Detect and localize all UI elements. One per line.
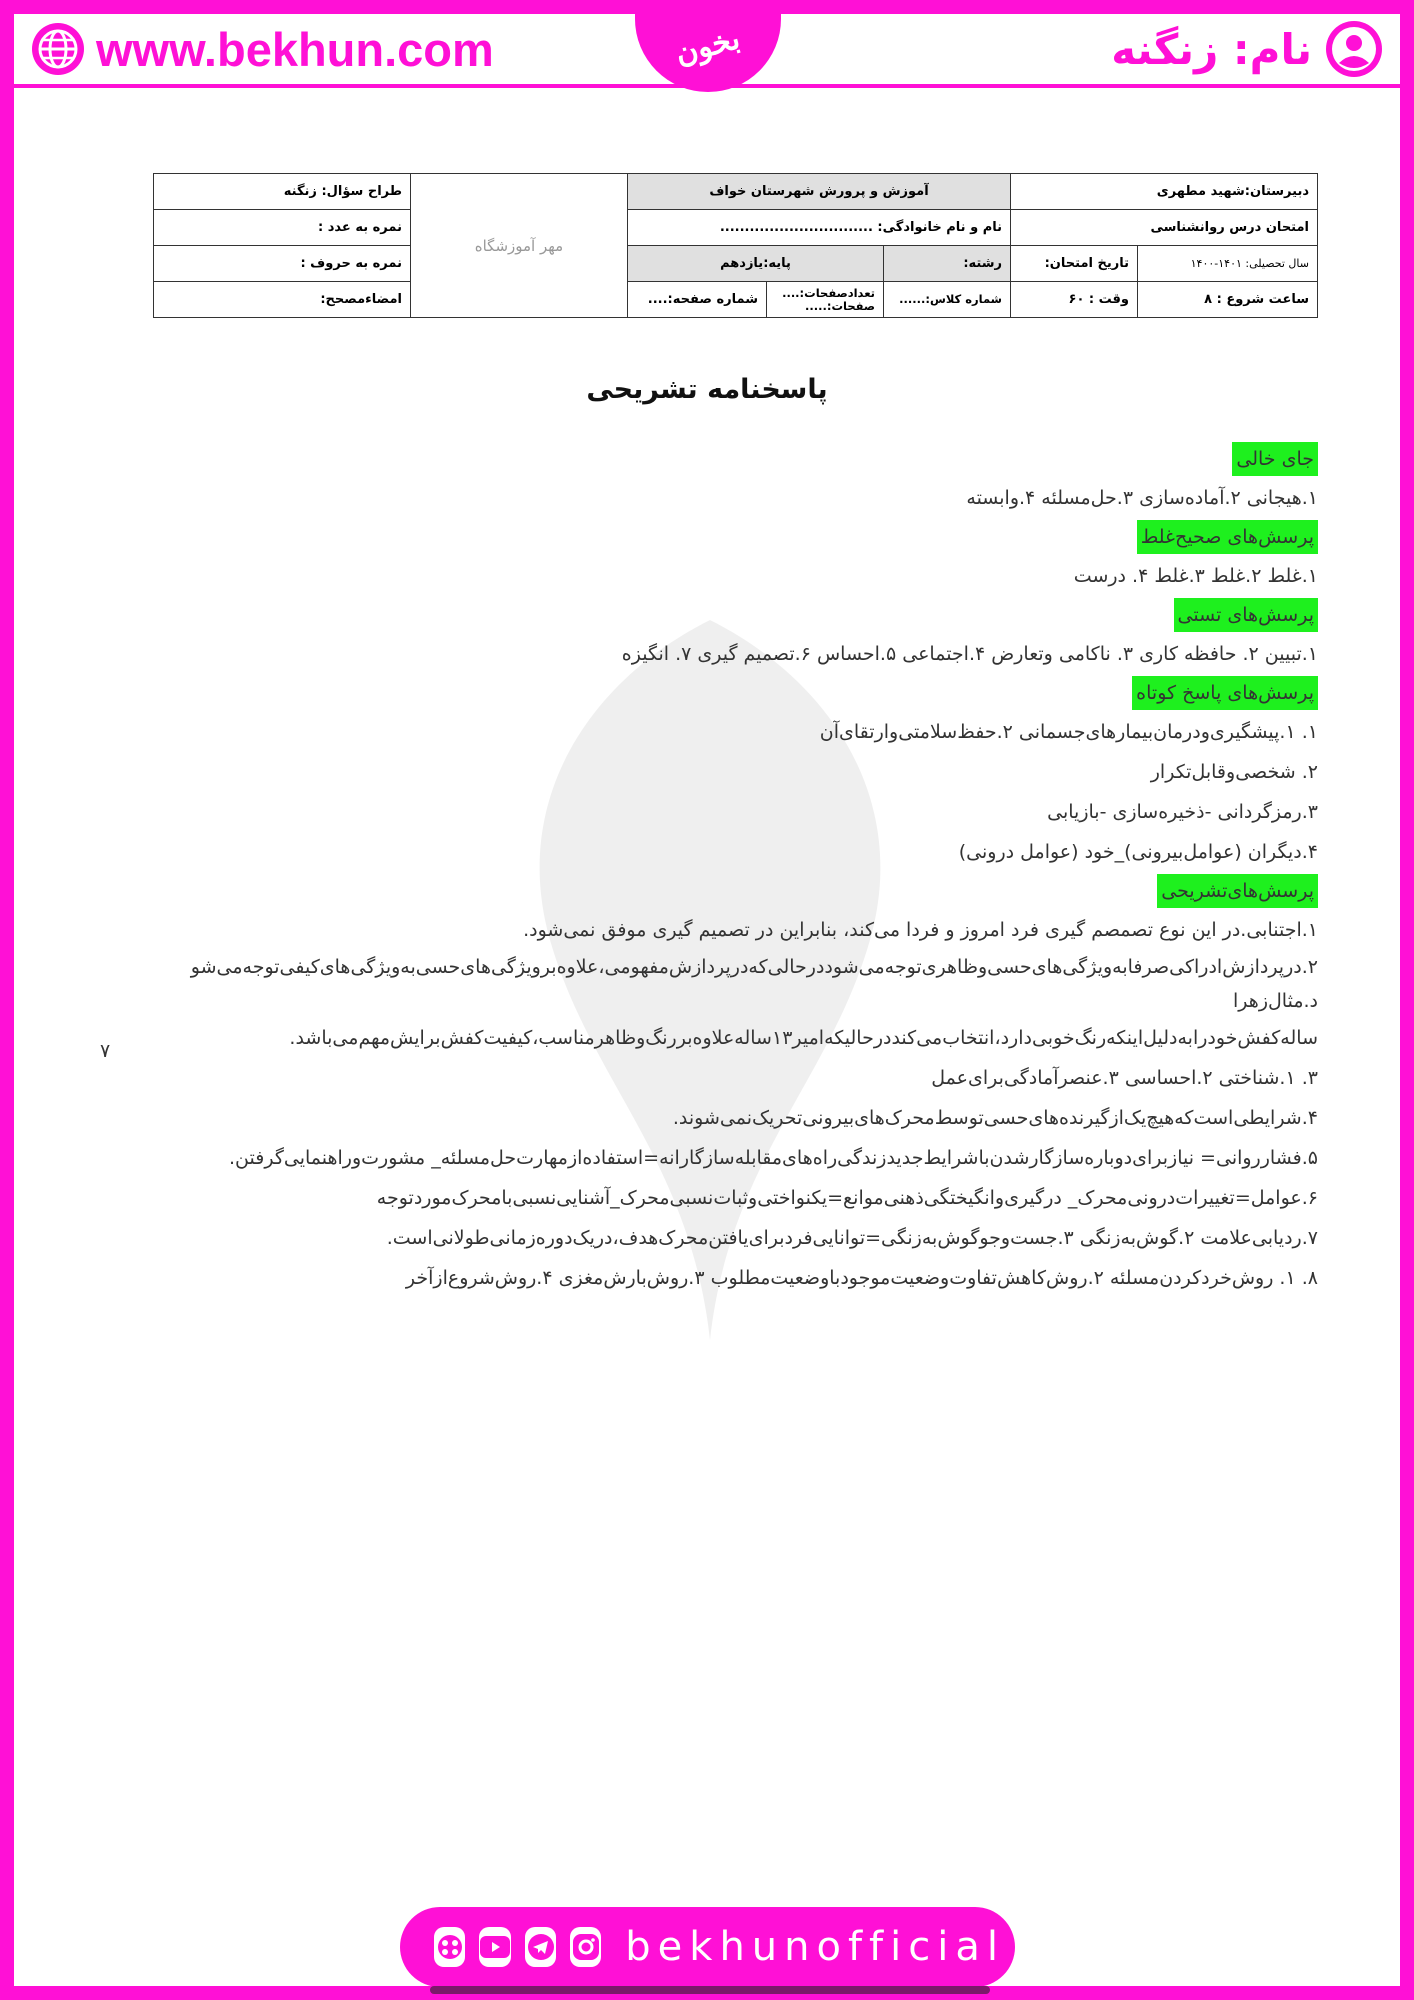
site-url-text: www.bekhun.com bbox=[96, 22, 494, 76]
score-number-cell: نمره به عدد : bbox=[154, 210, 411, 246]
footer-shadow bbox=[430, 1986, 990, 1994]
page-count-cell: تعدادصفحات:.... صفحات:..... bbox=[767, 282, 884, 318]
section-heading-descriptive: پرسش‌های‌تشریحی bbox=[1157, 874, 1318, 908]
section-heading-multiple: پرسش‌های تستی bbox=[1174, 598, 1318, 632]
exam-date-cell: تاریخ امتحان: bbox=[1044, 256, 1129, 271]
duration-cell: وقت : ۶۰ bbox=[1068, 292, 1129, 307]
answer-line: ۵.فشارروانی= نیازبرای‌دوباره‌سازگارشدن‌باشرایط‌جدیدزندگی‌راه‌های‌مقابله‌سازگارانه=استفاده‌ازمهارت‌حل‌مسلئه_ مشورت‌وراهنمایی‌گرفتن. bbox=[229, 1147, 1318, 1169]
answer-line: ۲.درپردازش‌ادراکی‌صرفابه‌ویژگی‌های‌حسی‌وظاهری‌توجه‌می‌شوددرحالی‌که‌درپردازش‌مفهومی،علاوه‌برویژگی‌های‌حسی‌به‌ویژگی‌های‌کیفی‌توجه‌می‌شو د.مثال‌زهرا bbox=[190, 956, 1318, 1012]
answer-line: ۳.رمزگردانی -ذخیره‌سازی -بازیابی bbox=[1047, 801, 1318, 823]
answer-line: ۱.غلط ۲.غلط ۳.غلط ۴. درست bbox=[1073, 565, 1318, 587]
youtube-icon[interactable] bbox=[479, 1927, 511, 1967]
answer-line: ۱.هیجانی ۲.آماده‌سازی ۳.حل‌مسلئه ۴.وابسته bbox=[966, 487, 1318, 509]
grade-cell: پایه:یازدهم bbox=[628, 246, 884, 282]
field-cell: رشته: bbox=[884, 246, 1011, 282]
answer-line: ۶.عوامل=تغییرات‌درونی‌محرک_ درگیری‌وانگیختگی‌ذهنی‌موانع=یکنواختی‌وثبات‌نسبی‌محرک_آشنایی‌نسبی‌بامحرک‌موردتوجه bbox=[376, 1187, 1318, 1209]
answer-line: ۴.شرایطی‌است‌که‌هیچ‌یک‌ازگیرنده‌های‌حسی‌توسط‌محرک‌های‌بیرونی‌تحریک‌نمی‌شوند. bbox=[672, 1107, 1318, 1129]
answer-line: ۸. ۱. روش‌خردکردن‌مسلئه ۲.روش‌کاهش‌تفاوت‌وضعیت‌موجودباوضعیت‌مطلوب ۳.روش‌بارش‌مغزی ۴.روش‌شروع‌ازآخر bbox=[405, 1267, 1318, 1289]
answer-line: ۴.دیگران (عوامل‌بیرونی)_خود (عوامل درونی) bbox=[958, 841, 1318, 863]
answer-line: ۷.ردیابی‌علامت ۲.گوش‌به‌زنگی ۳.جست‌وجوگوش‌به‌زنگی=توانایی‌فردبرای‌یافتن‌محرک‌هدف،دریک‌دوره‌زمانی‌طولانی‌است. bbox=[386, 1227, 1318, 1249]
instagram-icon[interactable] bbox=[570, 1927, 601, 1967]
aparat-icon[interactable] bbox=[434, 1927, 465, 1967]
globe-icon bbox=[30, 21, 86, 77]
answer-line: ۱.اجتنابی.در این نوع تصمصم گیری فرد امروز و فردا می‌کند، بنابراین در تصمیم گیری موفق نمی‌شود. bbox=[523, 919, 1318, 941]
school-year-cell: سال تحصیلی: ۱۴۰۱-۱۴۰۰ bbox=[1138, 246, 1318, 281]
answer-line: ۲. شخصی‌وقابل‌تکرار bbox=[1150, 761, 1318, 783]
section-heading-truefalse: پرسش‌های صحیح‌غلط bbox=[1137, 520, 1318, 554]
class-no-cell: شماره کلاس:...... bbox=[884, 282, 1011, 318]
section-heading-blanks: جای خالی bbox=[1232, 442, 1318, 476]
exam-header-table bbox=[153, 173, 1318, 318]
name-label bbox=[1111, 14, 1384, 84]
start-time-cell: ساعت شروع : ۸ bbox=[1138, 282, 1318, 317]
logo-text: بخون bbox=[671, 20, 745, 72]
school-cell: دبیرستان:شهید مطهری bbox=[1011, 174, 1318, 210]
section-heading-short: پرسش‌های پاسخ کوتاه bbox=[1132, 676, 1318, 710]
answer-line: ۳. ۱.شناختی ۲.احساسی ۳.عنصرآمادگی‌برای‌عمل bbox=[931, 1067, 1318, 1089]
answer-line: ساله‌کفش‌خودرابه‌دلیل‌اینکه‌رنگ‌خوبی‌دارد،انتخاب‌می‌کنددرحالیکه‌امیر۱۳ساله‌علاوه‌بررنگ‌وظاهرمناسب،کیفیت‌کفش‌برایش‌مهم‌می‌باشد. bbox=[289, 1027, 1318, 1049]
org-cell: آموزش و پرورش شهرستان خواف bbox=[628, 174, 1011, 210]
site-url-link[interactable] bbox=[30, 14, 494, 84]
stamp-cell: مهر آموزشگاه bbox=[411, 174, 628, 318]
course-cell: امتحان درس روانشناسی bbox=[1011, 210, 1318, 246]
signature-cell: امضاءمصحح: bbox=[154, 282, 411, 318]
score-letters-cell: نمره به حروف : bbox=[154, 246, 411, 282]
social-footer-content bbox=[410, 1917, 1005, 1977]
social-handle[interactable]: bekhunofficial bbox=[625, 1924, 1005, 1970]
fullname-cell: نام و نام خانوادگی: ............................... bbox=[628, 210, 1011, 246]
page-no-cell: شماره صفحه:.... bbox=[628, 282, 767, 318]
page-title: پاسخنامه تشریحی bbox=[586, 374, 828, 405]
answer-content bbox=[100, 440, 1318, 1298]
answer-line: ۱. ۱.پیشگیری‌ودرمان‌بیمارهای‌جسمانی ۲.حفظ‌سلامتی‌وارتقای‌آن bbox=[819, 721, 1318, 743]
side-number: ۷ bbox=[100, 1040, 111, 1062]
user-icon bbox=[1324, 19, 1384, 79]
designer-cell: طراح سؤال: زنگنه bbox=[154, 174, 411, 210]
telegram-icon[interactable] bbox=[525, 1927, 556, 1967]
answer-line: ۱.تبیین ۲. حافظه کاری ۳. ناکامی وتعارض ۴.اجتماعی ۵.احساس ۶.تصمیم گیری ۷. انگیزه bbox=[621, 643, 1318, 665]
name-text: نام: زنگنه bbox=[1111, 24, 1312, 74]
